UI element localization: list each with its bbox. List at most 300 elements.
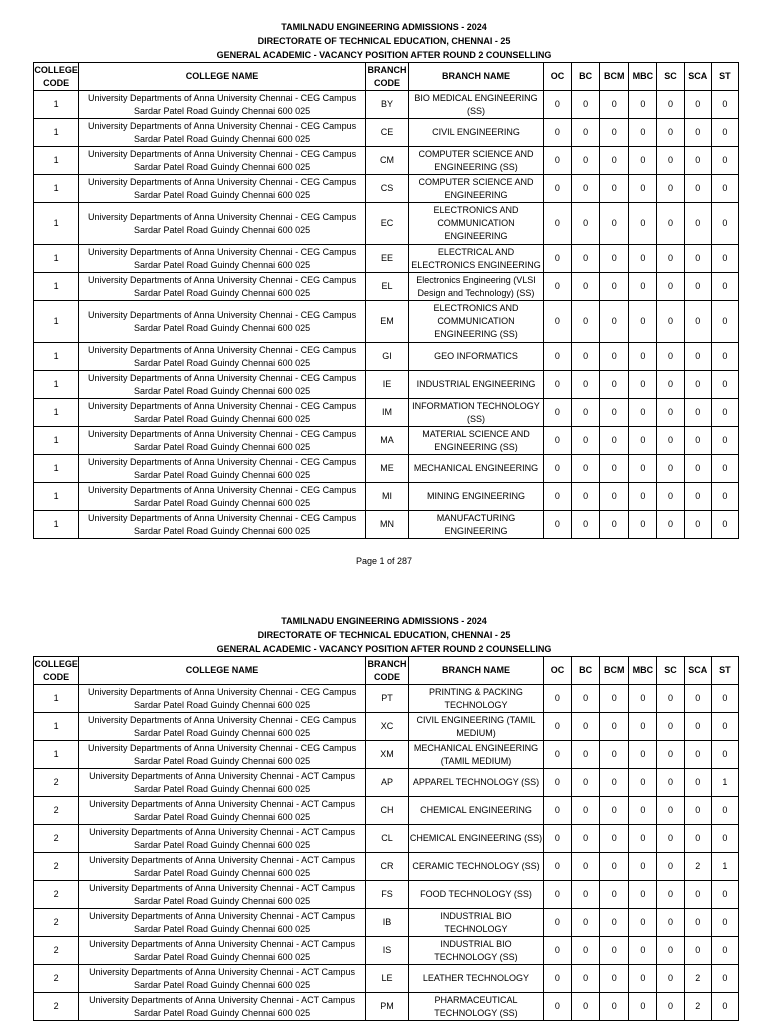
sc-vacancy-cell: 0 — [657, 685, 684, 713]
sc-vacancy-cell: 0 — [657, 399, 684, 427]
table-row — [34, 909, 739, 937]
oc-vacancy-cell: 0 — [543, 965, 571, 993]
branch-code-cell: EC — [365, 203, 408, 245]
bcm-vacancy-cell: 0 — [600, 343, 629, 371]
bc-vacancy-cell: 0 — [572, 119, 600, 147]
sca-vacancy-cell: 2 — [684, 965, 711, 993]
sc-vacancy-cell: 0 — [657, 909, 684, 937]
st-vacancy-cell: 1 — [711, 769, 738, 797]
bc-vacancy-cell: 0 — [572, 965, 600, 993]
col-bc: BC — [572, 63, 600, 91]
col-college-name: COLLEGE NAME — [79, 63, 366, 91]
branch-name-cell: ELECTRONICS AND COMMUNICATION ENGINEERING — [409, 203, 544, 245]
college-code-cell: 1 — [34, 147, 79, 175]
college-code-cell: 2 — [34, 825, 79, 853]
sca-vacancy-cell: 0 — [684, 301, 711, 343]
branch-name-cell: ELECTRONICS AND COMMUNICATION ENGINEERING (SS) — [409, 301, 544, 343]
sc-vacancy-cell: 0 — [657, 965, 684, 993]
bc-vacancy-cell: 0 — [572, 273, 600, 301]
sca-vacancy-cell: 0 — [684, 713, 711, 741]
college-name-cell: University Departments of Anna University Chennai - CEG Campus Sardar Patel Road Guindy Chennai 600 025 — [79, 245, 366, 273]
col-oc: OC — [543, 657, 571, 685]
col-sc: SC — [657, 657, 684, 685]
page-header — [0, 20, 768, 62]
col-branch-name: BRANCH NAME — [409, 657, 544, 685]
mbc-vacancy-cell: 0 — [629, 427, 657, 455]
branch-name-cell: BIO MEDICAL ENGINEERING (SS) — [409, 91, 544, 119]
table-row — [34, 371, 739, 399]
header-line-3: GENERAL ACADEMIC - VACANCY POSITION AFTER ROUND 2 COUNSELLING — [216, 50, 552, 60]
branch-name-cell: MATERIAL SCIENCE AND ENGINEERING (SS) — [409, 427, 544, 455]
sca-vacancy-cell: 0 — [684, 909, 711, 937]
oc-vacancy-cell: 0 — [543, 881, 571, 909]
bc-vacancy-cell: 0 — [572, 993, 600, 1021]
branch-code-cell: FS — [365, 881, 408, 909]
header-line-3: GENERAL ACADEMIC - VACANCY POSITION AFTER ROUND 2 COUNSELLING — [216, 644, 552, 654]
oc-vacancy-cell: 0 — [543, 273, 571, 301]
table-row — [34, 741, 739, 769]
bcm-vacancy-cell: 0 — [600, 797, 629, 825]
branch-name-cell: Electronics Engineering (VLSI Design and Technology) (SS) — [409, 273, 544, 301]
st-vacancy-cell: 0 — [711, 245, 738, 273]
sc-vacancy-cell: 0 — [657, 175, 684, 203]
table-row — [34, 175, 739, 203]
st-vacancy-cell: 0 — [711, 427, 738, 455]
branch-name-cell: CIVIL ENGINEERING — [409, 119, 544, 147]
sc-vacancy-cell: 0 — [657, 713, 684, 741]
table-row — [34, 685, 739, 713]
bcm-vacancy-cell: 0 — [600, 427, 629, 455]
st-vacancy-cell: 0 — [711, 881, 738, 909]
st-vacancy-cell: 0 — [711, 993, 738, 1021]
table-row — [34, 427, 739, 455]
mbc-vacancy-cell: 0 — [629, 965, 657, 993]
col-branch-code: BRANCH CODE — [365, 63, 408, 91]
bcm-vacancy-cell: 0 — [600, 203, 629, 245]
college-name-cell: University Departments of Anna University Chennai - ACT Campus Sardar Patel Road Guindy Chennai 600 025 — [79, 825, 366, 853]
table-row — [34, 825, 739, 853]
mbc-vacancy-cell: 0 — [629, 909, 657, 937]
bcm-vacancy-cell: 0 — [600, 273, 629, 301]
branch-code-cell: XM — [365, 741, 408, 769]
sc-vacancy-cell: 0 — [657, 825, 684, 853]
bcm-vacancy-cell: 0 — [600, 399, 629, 427]
bcm-vacancy-cell: 0 — [600, 713, 629, 741]
sca-vacancy-cell: 0 — [684, 147, 711, 175]
table-row — [34, 343, 739, 371]
table-row — [34, 245, 739, 273]
page-number: Page 1 of 287 — [355, 556, 413, 566]
oc-vacancy-cell: 0 — [543, 685, 571, 713]
sca-vacancy-cell: 0 — [684, 175, 711, 203]
college-name-cell: University Departments of Anna University Chennai - CEG Campus Sardar Patel Road Guindy Chennai 600 025 — [79, 483, 366, 511]
oc-vacancy-cell: 0 — [543, 741, 571, 769]
branch-name-cell: MANUFACTURING ENGINEERING — [409, 511, 544, 539]
sc-vacancy-cell: 0 — [657, 119, 684, 147]
bcm-vacancy-cell: 0 — [600, 685, 629, 713]
branch-name-cell: PRINTING & PACKING TECHNOLOGY — [409, 685, 544, 713]
mbc-vacancy-cell: 0 — [629, 769, 657, 797]
branch-code-cell: IS — [365, 937, 408, 965]
branch-code-cell: EM — [365, 301, 408, 343]
bcm-vacancy-cell: 0 — [600, 993, 629, 1021]
oc-vacancy-cell: 0 — [543, 455, 571, 483]
sca-vacancy-cell: 0 — [684, 483, 711, 511]
branch-code-cell: EE — [365, 245, 408, 273]
sca-vacancy-cell: 0 — [684, 881, 711, 909]
mbc-vacancy-cell: 0 — [629, 511, 657, 539]
sca-vacancy-cell: 0 — [684, 455, 711, 483]
table-row — [34, 797, 739, 825]
sca-vacancy-cell: 0 — [684, 245, 711, 273]
branch-code-cell: CE — [365, 119, 408, 147]
college-name-cell: University Departments of Anna University Chennai - ACT Campus Sardar Patel Road Guindy Chennai 600 025 — [79, 993, 366, 1021]
sca-vacancy-cell: 0 — [684, 203, 711, 245]
college-name-cell: University Departments of Anna University Chennai - CEG Campus Sardar Patel Road Guindy Chennai 600 025 — [79, 175, 366, 203]
st-vacancy-cell: 0 — [711, 91, 738, 119]
college-name-cell: University Departments of Anna University Chennai - ACT Campus Sardar Patel Road Guindy Chennai 600 025 — [79, 937, 366, 965]
branch-code-cell: MI — [365, 483, 408, 511]
branch-name-cell: MINING ENGINEERING — [409, 483, 544, 511]
college-code-cell: 1 — [34, 175, 79, 203]
table-header-row — [34, 657, 739, 685]
branch-code-cell: XC — [365, 713, 408, 741]
oc-vacancy-cell: 0 — [543, 937, 571, 965]
table-row — [34, 769, 739, 797]
sc-vacancy-cell: 0 — [657, 853, 684, 881]
st-vacancy-cell: 0 — [711, 511, 738, 539]
st-vacancy-cell: 0 — [711, 937, 738, 965]
college-name-cell: University Departments of Anna University Chennai - ACT Campus Sardar Patel Road Guindy Chennai 600 025 — [79, 881, 366, 909]
branch-name-cell: INDUSTRIAL ENGINEERING — [409, 371, 544, 399]
bcm-vacancy-cell: 0 — [600, 937, 629, 965]
college-code-cell: 1 — [34, 343, 79, 371]
branch-code-cell: IM — [365, 399, 408, 427]
oc-vacancy-cell: 0 — [543, 245, 571, 273]
bc-vacancy-cell: 0 — [572, 881, 600, 909]
sc-vacancy-cell: 0 — [657, 483, 684, 511]
mbc-vacancy-cell: 0 — [629, 245, 657, 273]
college-name-cell: University Departments of Anna University Chennai - CEG Campus Sardar Patel Road Guindy Chennai 600 025 — [79, 301, 366, 343]
page-2 — [0, 614, 768, 1021]
bcm-vacancy-cell: 0 — [600, 455, 629, 483]
mbc-vacancy-cell: 0 — [629, 853, 657, 881]
table-row — [34, 937, 739, 965]
college-code-cell: 2 — [34, 909, 79, 937]
st-vacancy-cell: 0 — [711, 343, 738, 371]
branch-name-cell: MECHANICAL ENGINEERING — [409, 455, 544, 483]
st-vacancy-cell: 0 — [711, 273, 738, 301]
sc-vacancy-cell: 0 — [657, 769, 684, 797]
oc-vacancy-cell: 0 — [543, 371, 571, 399]
bc-vacancy-cell: 0 — [572, 427, 600, 455]
oc-vacancy-cell: 0 — [543, 399, 571, 427]
bc-vacancy-cell: 0 — [572, 343, 600, 371]
sc-vacancy-cell: 0 — [657, 741, 684, 769]
st-vacancy-cell: 0 — [711, 301, 738, 343]
branch-code-cell: GI — [365, 343, 408, 371]
bcm-vacancy-cell: 0 — [600, 825, 629, 853]
college-code-cell: 1 — [34, 511, 79, 539]
sc-vacancy-cell: 0 — [657, 937, 684, 965]
bc-vacancy-cell: 0 — [572, 301, 600, 343]
branch-name-cell: APPAREL TECHNOLOGY (SS) — [409, 769, 544, 797]
vacancy-table — [33, 62, 739, 539]
st-vacancy-cell: 0 — [711, 797, 738, 825]
st-vacancy-cell: 0 — [711, 825, 738, 853]
bcm-vacancy-cell: 0 — [600, 119, 629, 147]
branch-code-cell: CM — [365, 147, 408, 175]
branch-code-cell: PM — [365, 993, 408, 1021]
mbc-vacancy-cell: 0 — [629, 741, 657, 769]
college-name-cell: University Departments of Anna University Chennai - ACT Campus Sardar Patel Road Guindy Chennai 600 025 — [79, 797, 366, 825]
sca-vacancy-cell: 0 — [684, 797, 711, 825]
college-code-cell: 1 — [34, 273, 79, 301]
table-row — [34, 399, 739, 427]
sca-vacancy-cell: 0 — [684, 685, 711, 713]
bcm-vacancy-cell: 0 — [600, 483, 629, 511]
sc-vacancy-cell: 0 — [657, 343, 684, 371]
college-name-cell: University Departments of Anna University Chennai - CEG Campus Sardar Patel Road Guindy Chennai 600 025 — [79, 741, 366, 769]
college-code-cell: 2 — [34, 881, 79, 909]
col-mbc: MBC — [629, 63, 657, 91]
sc-vacancy-cell: 0 — [657, 301, 684, 343]
college-name-cell: University Departments of Anna University Chennai - CEG Campus Sardar Patel Road Guindy Chennai 600 025 — [79, 273, 366, 301]
bcm-vacancy-cell: 0 — [600, 965, 629, 993]
bcm-vacancy-cell: 0 — [600, 511, 629, 539]
bc-vacancy-cell: 0 — [572, 371, 600, 399]
header-line-2: DIRECTORATE OF TECHNICAL EDUCATION, CHENNAI - 25 — [257, 36, 511, 46]
mbc-vacancy-cell: 0 — [629, 203, 657, 245]
bc-vacancy-cell: 0 — [572, 483, 600, 511]
branch-name-cell: INDUSTRIAL BIO TECHNOLOGY — [409, 909, 544, 937]
table-row — [34, 455, 739, 483]
branch-name-cell: CIVIL ENGINEERING (TAMIL MEDIUM) — [409, 713, 544, 741]
college-name-cell: University Departments of Anna University Chennai - ACT Campus Sardar Patel Road Guindy Chennai 600 025 — [79, 965, 366, 993]
bcm-vacancy-cell: 0 — [600, 853, 629, 881]
oc-vacancy-cell: 0 — [543, 301, 571, 343]
table-body — [34, 91, 739, 539]
mbc-vacancy-cell: 0 — [629, 91, 657, 119]
sca-vacancy-cell: 2 — [684, 853, 711, 881]
bc-vacancy-cell: 0 — [572, 685, 600, 713]
st-vacancy-cell: 0 — [711, 399, 738, 427]
oc-vacancy-cell: 0 — [543, 769, 571, 797]
table-row — [34, 119, 739, 147]
sca-vacancy-cell: 0 — [684, 427, 711, 455]
branch-name-cell: CERAMIC TECHNOLOGY (SS) — [409, 853, 544, 881]
branch-name-cell: COMPUTER SCIENCE AND ENGINEERING (SS) — [409, 147, 544, 175]
sc-vacancy-cell: 0 — [657, 993, 684, 1021]
vacancy-table — [33, 656, 739, 1021]
col-bc: BC — [572, 657, 600, 685]
mbc-vacancy-cell: 0 — [629, 455, 657, 483]
col-college-name: COLLEGE NAME — [79, 657, 366, 685]
st-vacancy-cell: 0 — [711, 713, 738, 741]
college-name-cell: University Departments of Anna University Chennai - CEG Campus Sardar Patel Road Guindy Chennai 600 025 — [79, 511, 366, 539]
table-row — [34, 301, 739, 343]
branch-code-cell: EL — [365, 273, 408, 301]
sca-vacancy-cell: 0 — [684, 741, 711, 769]
table-row — [34, 881, 739, 909]
bcm-vacancy-cell: 0 — [600, 245, 629, 273]
college-name-cell: University Departments of Anna University Chennai - ACT Campus Sardar Patel Road Guindy Chennai 600 025 — [79, 909, 366, 937]
sc-vacancy-cell: 0 — [657, 245, 684, 273]
mbc-vacancy-cell: 0 — [629, 483, 657, 511]
college-code-cell: 1 — [34, 427, 79, 455]
bcm-vacancy-cell: 0 — [600, 909, 629, 937]
college-name-cell: University Departments of Anna University Chennai - ACT Campus Sardar Patel Road Guindy Chennai 600 025 — [79, 769, 366, 797]
st-vacancy-cell: 0 — [711, 371, 738, 399]
college-code-cell: 1 — [34, 119, 79, 147]
oc-vacancy-cell: 0 — [543, 511, 571, 539]
sca-vacancy-cell: 0 — [684, 371, 711, 399]
col-sca: SCA — [684, 657, 711, 685]
oc-vacancy-cell: 0 — [543, 797, 571, 825]
col-mbc: MBC — [629, 657, 657, 685]
bcm-vacancy-cell: 0 — [600, 175, 629, 203]
oc-vacancy-cell: 0 — [543, 713, 571, 741]
sca-vacancy-cell: 0 — [684, 343, 711, 371]
mbc-vacancy-cell: 0 — [629, 147, 657, 175]
st-vacancy-cell: 0 — [711, 909, 738, 937]
sc-vacancy-cell: 0 — [657, 203, 684, 245]
oc-vacancy-cell: 0 — [543, 147, 571, 175]
branch-code-cell: CH — [365, 797, 408, 825]
table-row — [34, 965, 739, 993]
table-row — [34, 511, 739, 539]
college-name-cell: University Departments of Anna University Chennai - ACT Campus Sardar Patel Road Guindy Chennai 600 025 — [79, 853, 366, 881]
mbc-vacancy-cell: 0 — [629, 937, 657, 965]
college-code-cell: 1 — [34, 399, 79, 427]
college-code-cell: 2 — [34, 853, 79, 881]
branch-code-cell: AP — [365, 769, 408, 797]
college-name-cell: University Departments of Anna University Chennai - CEG Campus Sardar Patel Road Guindy Chennai 600 025 — [79, 427, 366, 455]
branch-code-cell: ME — [365, 455, 408, 483]
oc-vacancy-cell: 0 — [543, 175, 571, 203]
table-row — [34, 713, 739, 741]
table-row — [34, 91, 739, 119]
oc-vacancy-cell: 0 — [543, 483, 571, 511]
bcm-vacancy-cell: 0 — [600, 147, 629, 175]
page-1 — [0, 20, 768, 539]
mbc-vacancy-cell: 0 — [629, 119, 657, 147]
branch-code-cell: IE — [365, 371, 408, 399]
col-st: ST — [711, 657, 738, 685]
college-code-cell: 1 — [34, 483, 79, 511]
table-row — [34, 853, 739, 881]
bcm-vacancy-cell: 0 — [600, 769, 629, 797]
sca-vacancy-cell: 0 — [684, 825, 711, 853]
college-code-cell: 2 — [34, 797, 79, 825]
branch-name-cell: INDUSTRIAL BIO TECHNOLOGY (SS) — [409, 937, 544, 965]
bcm-vacancy-cell: 0 — [600, 301, 629, 343]
mbc-vacancy-cell: 0 — [629, 175, 657, 203]
st-vacancy-cell: 0 — [711, 741, 738, 769]
col-sca: SCA — [684, 63, 711, 91]
bcm-vacancy-cell: 0 — [600, 741, 629, 769]
bc-vacancy-cell: 0 — [572, 909, 600, 937]
mbc-vacancy-cell: 0 — [629, 371, 657, 399]
header-line-1: TAMILNADU ENGINEERING ADMISSIONS - 2024 — [281, 22, 487, 32]
oc-vacancy-cell: 0 — [543, 91, 571, 119]
table-row — [34, 203, 739, 245]
college-code-cell: 1 — [34, 455, 79, 483]
college-name-cell: University Departments of Anna University Chennai - CEG Campus Sardar Patel Road Guindy Chennai 600 025 — [79, 203, 366, 245]
st-vacancy-cell: 0 — [711, 685, 738, 713]
mbc-vacancy-cell: 0 — [629, 825, 657, 853]
col-bcm: BCM — [600, 657, 629, 685]
bc-vacancy-cell: 0 — [572, 455, 600, 483]
bc-vacancy-cell: 0 — [572, 175, 600, 203]
mbc-vacancy-cell: 0 — [629, 797, 657, 825]
oc-vacancy-cell: 0 — [543, 203, 571, 245]
bc-vacancy-cell: 0 — [572, 245, 600, 273]
branch-name-cell: INFORMATION TECHNOLOGY (SS) — [409, 399, 544, 427]
st-vacancy-cell: 0 — [711, 175, 738, 203]
bcm-vacancy-cell: 0 — [600, 91, 629, 119]
college-name-cell: University Departments of Anna University Chennai - CEG Campus Sardar Patel Road Guindy Chennai 600 025 — [79, 91, 366, 119]
branch-name-cell: MECHANICAL ENGINEERING (TAMIL MEDIUM) — [409, 741, 544, 769]
branch-code-cell: CS — [365, 175, 408, 203]
col-branch-name: BRANCH NAME — [409, 63, 544, 91]
branch-code-cell: MN — [365, 511, 408, 539]
college-code-cell: 1 — [34, 245, 79, 273]
st-vacancy-cell: 0 — [711, 203, 738, 245]
table-header-row — [34, 63, 739, 91]
bc-vacancy-cell: 0 — [572, 853, 600, 881]
table-row — [34, 993, 739, 1021]
mbc-vacancy-cell: 0 — [629, 713, 657, 741]
col-college-code: COLLEGE CODE — [34, 63, 79, 91]
col-oc: OC — [543, 63, 571, 91]
mbc-vacancy-cell: 0 — [629, 399, 657, 427]
table-row — [34, 147, 739, 175]
college-name-cell: University Departments of Anna University Chennai - CEG Campus Sardar Patel Road Guindy Chennai 600 025 — [79, 685, 366, 713]
college-code-cell: 2 — [34, 993, 79, 1021]
college-code-cell: 1 — [34, 713, 79, 741]
college-code-cell: 1 — [34, 301, 79, 343]
sc-vacancy-cell: 0 — [657, 511, 684, 539]
header-line-1: TAMILNADU ENGINEERING ADMISSIONS - 2024 — [281, 616, 487, 626]
bc-vacancy-cell: 0 — [572, 713, 600, 741]
college-name-cell: University Departments of Anna University Chennai - CEG Campus Sardar Patel Road Guindy Chennai 600 025 — [79, 713, 366, 741]
college-code-cell: 2 — [34, 937, 79, 965]
table-row — [34, 273, 739, 301]
sc-vacancy-cell: 0 — [657, 273, 684, 301]
bc-vacancy-cell: 0 — [572, 399, 600, 427]
sc-vacancy-cell: 0 — [657, 91, 684, 119]
college-name-cell: University Departments of Anna University Chennai - CEG Campus Sardar Patel Road Guindy Chennai 600 025 — [79, 455, 366, 483]
sca-vacancy-cell: 0 — [684, 119, 711, 147]
branch-name-cell: ELECTRICAL AND ELECTRONICS ENGINEERING — [409, 245, 544, 273]
oc-vacancy-cell: 0 — [543, 825, 571, 853]
oc-vacancy-cell: 0 — [543, 909, 571, 937]
sc-vacancy-cell: 0 — [657, 427, 684, 455]
sc-vacancy-cell: 0 — [657, 371, 684, 399]
col-sc: SC — [657, 63, 684, 91]
st-vacancy-cell: 0 — [711, 119, 738, 147]
col-branch-code: BRANCH CODE — [365, 657, 408, 685]
college-name-cell: University Departments of Anna University Chennai - CEG Campus Sardar Patel Road Guindy Chennai 600 025 — [79, 147, 366, 175]
mbc-vacancy-cell: 0 — [629, 273, 657, 301]
branch-code-cell: PT — [365, 685, 408, 713]
college-name-cell: University Departments of Anna University Chennai - CEG Campus Sardar Patel Road Guindy Chennai 600 025 — [79, 399, 366, 427]
college-code-cell: 1 — [34, 685, 79, 713]
sca-vacancy-cell: 0 — [684, 399, 711, 427]
branch-code-cell: CL — [365, 825, 408, 853]
mbc-vacancy-cell: 0 — [629, 881, 657, 909]
